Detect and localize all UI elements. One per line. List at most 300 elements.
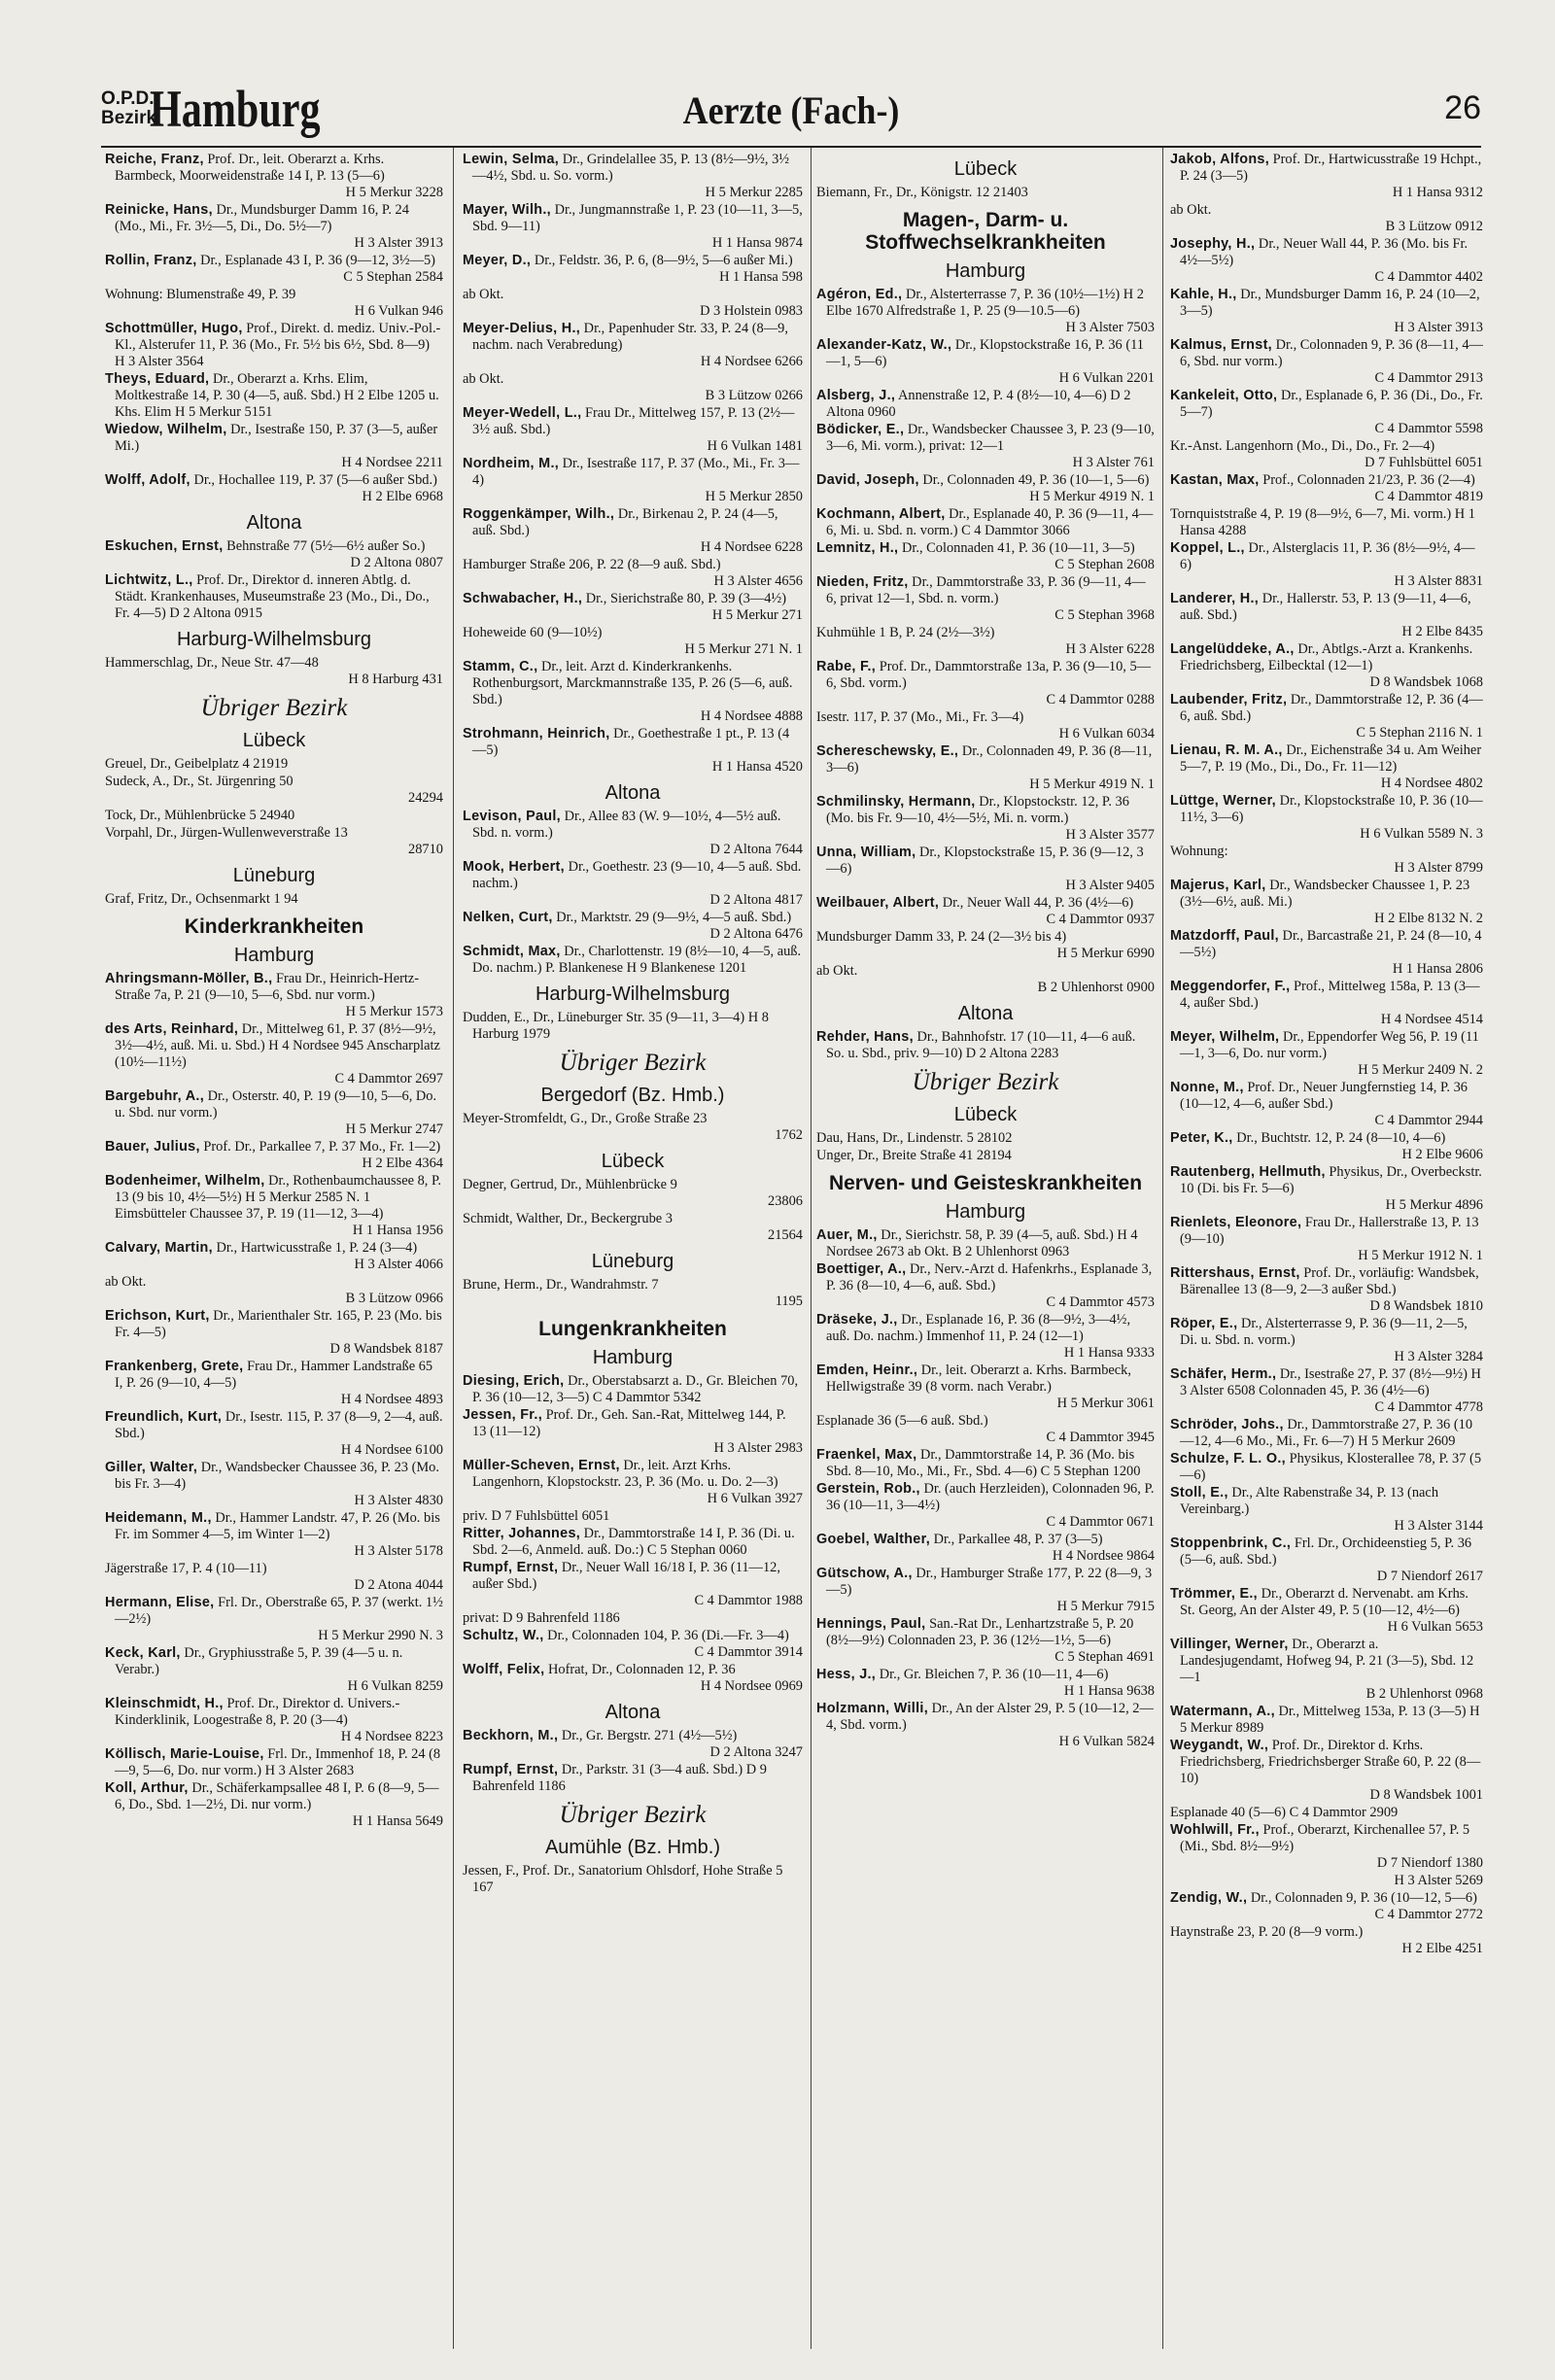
entry-phone: H 3 Alster 9405: [1065, 878, 1155, 893]
page-title: Aerzte (Fach-): [682, 88, 900, 132]
entry-text: [105, 1359, 443, 1392]
entry-name: Gütschow, A.,: [816, 1566, 913, 1581]
entry-text: [816, 794, 1155, 827]
directory-entry: [463, 944, 803, 977]
entry-details: Dr., Alte Rabenstraße 34, P. 13 (nach Vereinbarg.): [1180, 1485, 1439, 1517]
entry-details: Dr., Mittelweg 153a, P. 13 (3—5) H 5 Merkur 8989: [1180, 1704, 1480, 1736]
entry-text: [816, 1148, 1155, 1164]
entry-text: [1170, 202, 1483, 219]
entry-phone: H 1 Hansa 9638: [1063, 1683, 1155, 1699]
entry-phone: H 4 Nordsee 8223: [340, 1729, 443, 1744]
entry-text: [105, 1021, 443, 1071]
entry-text: [816, 963, 1155, 980]
entry-text: [105, 1308, 443, 1341]
directory-entry: [816, 422, 1155, 471]
entry-details: Dr., Colonnaden 49, P. 36 (8—11, 3—6): [826, 743, 1153, 776]
directory-entry: [1170, 1215, 1483, 1264]
entry-text: [463, 506, 803, 539]
entry-text: [105, 371, 443, 421]
entry-name: Bauer, Julius,: [105, 1139, 200, 1155]
entry-text: [816, 1130, 1155, 1147]
entry-phone: D 2 Altona 7644: [709, 842, 803, 857]
entry-details: Prof. Dr., Dammtorstraße 13a, P. 36 (9—10, 5—6, Sbd. vorm.): [826, 659, 1152, 691]
entry-phone: D 8 Wandsbek 1068: [1369, 674, 1483, 690]
entry-text: [105, 1274, 443, 1291]
entry-name: des Arts, Reinhard,: [105, 1021, 239, 1037]
directory-entry: [463, 456, 803, 505]
entry-text: [1170, 844, 1483, 860]
entry-details: Haynstraße 23, P. 20 (8—9 vorm.): [1170, 1924, 1364, 1940]
region-heading: Übriger Bezirk: [559, 1050, 707, 1076]
directory-entry: [105, 1780, 443, 1830]
entry-name: Jakob, Alfons,: [1170, 152, 1270, 167]
entry-phone: B 2 Uhlenhorst 0968: [1365, 1686, 1483, 1702]
entry-details: ab Okt.: [463, 287, 504, 302]
entry-text: [1170, 1366, 1483, 1399]
entry-phone: C 4 Dammtor 2772: [1374, 1907, 1483, 1922]
entry-text: [463, 910, 803, 926]
region-heading: Übriger Bezirk: [912, 1069, 1059, 1095]
entry-details: Hammerschlag, Dr., Neue Str. 47—48: [105, 655, 319, 671]
place-heading: Lübeck: [601, 1151, 665, 1172]
directory-entry: [1170, 1080, 1483, 1129]
entry-details: Prof. Dr., Hartwicusstraße 19 Hchpt., P. 24 (3—5): [1180, 152, 1482, 184]
entry-details: Dr., leit. Arzt Krhs. Langenhorn, Klopstockstr. 23, P. 36 (Mo. u. Do. 2—3): [472, 1458, 778, 1490]
entry-text: [1170, 438, 1483, 455]
entry-text: [105, 756, 443, 773]
entry-name: Meggendorfer, F.,: [1170, 979, 1291, 994]
entry-name: Fraenkel, Max,: [816, 1447, 917, 1463]
entry-text: [105, 774, 443, 790]
entry-text: [105, 253, 443, 269]
entry-details: Prof. Dr., vorläufig: Wandsbek, Bärenallee 13 (8—9, 2—3 außer Sbd.): [1180, 1265, 1479, 1297]
entry-text: [463, 1111, 803, 1127]
entry-phone: H 6 Vulkan 5653: [1387, 1619, 1483, 1635]
entry-details: Dr., Esplanade 6, P. 36 (Di., Do., Fr. 5—7): [1180, 388, 1483, 420]
entry-name: Kochmann, Albert,: [816, 506, 946, 522]
entry-text: [816, 1532, 1155, 1548]
entry-name: Koll, Arthur,: [105, 1780, 189, 1796]
directory-entry: [1170, 202, 1483, 235]
directory-entry: [816, 1227, 1155, 1260]
entry-phone: H 3 Alster 4830: [354, 1493, 443, 1508]
entry-text: [105, 891, 443, 908]
entry-text: [1170, 1586, 1483, 1619]
entry-phone: H 1 Hansa 9333: [1063, 1345, 1155, 1361]
directory-entry: [463, 1010, 803, 1043]
entry-text: [463, 1863, 803, 1896]
entry-text: [1170, 793, 1483, 826]
entry-phone: C 4 Dammtor 0671: [1046, 1514, 1155, 1530]
entry-text: [816, 1413, 1155, 1430]
entry-details: Prof. Dr., Direktor d. Univers.-Kinderklinik, Loogestraße 8, P. 20 (3—4): [115, 1696, 400, 1728]
entry-text: [816, 709, 1155, 726]
entry-text: [816, 929, 1155, 946]
entry-name: Keck, Karl,: [105, 1645, 181, 1661]
entry-details: ab Okt.: [816, 963, 858, 979]
directory-entry: [105, 202, 443, 252]
entry-phone: 23806: [768, 1193, 803, 1209]
entry-details: privat: D 9 Bahrenfeld 1186: [463, 1610, 620, 1626]
entry-name: Mayer, Wilh.,: [463, 202, 551, 218]
entry-phone: C 4 Dammtor 2697: [334, 1071, 443, 1087]
directory-entry: [105, 1173, 443, 1239]
entry-text: [1170, 878, 1483, 911]
entry-phone: C 5 Stephan 2116 N. 1: [1356, 725, 1483, 741]
directory-entry: [105, 1308, 443, 1358]
directory-entry: [1170, 844, 1483, 877]
entry-name: Zendig, W.,: [1170, 1890, 1248, 1906]
directory-entry: [463, 405, 803, 455]
directory-entry: [463, 659, 803, 725]
entry-details: Dr., Hartwicusstraße 1, P. 24 (3—4): [216, 1240, 418, 1256]
entry-text: [816, 472, 1155, 489]
entry-name: Giller, Walter,: [105, 1460, 198, 1475]
entry-phone: H 3 Alster 2983: [713, 1440, 803, 1456]
directory-entry: [105, 756, 443, 773]
directory-entry: [463, 910, 803, 943]
entry-phone: B 3 Lützow 0266: [705, 388, 803, 403]
directory-entry: [816, 1481, 1155, 1531]
entry-details: Frau Dr., Mittelweg 157, P. 13 (2½—3½ auß. Sbd.): [472, 405, 795, 437]
entry-text: [463, 1177, 803, 1193]
entry-details: Sudeck, A., Dr., St. Jürgenring 50: [105, 774, 294, 789]
entry-text: [463, 1526, 803, 1559]
entry-text: [463, 1728, 803, 1744]
directory-entry: [816, 1616, 1155, 1666]
entry-name: Kankeleit, Otto,: [1170, 388, 1278, 403]
entry-details: Frl. Dr., Oberstraße 65, P. 37 (werkt. 1½—2½): [115, 1595, 443, 1627]
entry-details: Dr., Alsterterrasse 9, P. 36 (9—11, 2—5, Di. u. Sbd. n. vorm.): [1180, 1316, 1468, 1348]
directory-entry: [105, 1645, 443, 1695]
entry-text: [816, 845, 1155, 878]
directory-entry: [463, 809, 803, 858]
entry-phone: H 4 Nordsee 4888: [700, 708, 803, 724]
entry-details: Prof., Mittelweg 158a, P. 13 (3—4, außer Sbd.): [1180, 979, 1480, 1011]
directory-entry: [105, 287, 443, 320]
entry-text: [105, 971, 443, 1004]
directory-entry: [1170, 540, 1483, 590]
directory-entry: [463, 1277, 803, 1310]
entry-text: [105, 572, 443, 622]
place-heading: Bergedorf (Bz. Hmb.): [540, 1085, 725, 1106]
entry-name: Meyer-Delius, H.,: [463, 321, 581, 336]
directory-entry: [816, 1362, 1155, 1412]
entry-name: Schäfer, Herm.,: [1170, 1366, 1277, 1382]
place-heading: Lüneburg: [232, 865, 316, 886]
entry-details: Dr., Buchtstr. 12, P. 24 (8—10, 4—6): [1236, 1130, 1446, 1146]
entry-phone: H 3 Alster 8831: [1394, 573, 1483, 589]
entry-phone: H 3 Alster 6228: [1065, 641, 1155, 657]
entry-name: Calvary, Martin,: [105, 1240, 213, 1256]
entry-text: [463, 202, 803, 235]
entry-details: Dr., Gr. Bergstr. 271 (4½—5½): [561, 1728, 738, 1743]
directory-entry: [463, 506, 803, 556]
entry-details: Dr., Klopstockstraße 16, P. 36 (11—1, 5—6): [826, 337, 1144, 369]
place-heading: Lübeck: [953, 158, 1018, 180]
directory-entry: [816, 659, 1155, 708]
directory-entry: [1170, 1316, 1483, 1365]
entry-text: [1170, 1451, 1483, 1484]
directory-entry: [1170, 1924, 1483, 1957]
entry-name: Nelken, Curt,: [463, 910, 553, 925]
entry-text: [1170, 1417, 1483, 1450]
entry-name: Freundlich, Kurt,: [105, 1409, 223, 1425]
directory-entry: [816, 1413, 1155, 1446]
directory-entry: [463, 202, 803, 252]
directory-entry: [463, 1111, 803, 1144]
entry-details: Dr., Mundsburger Damm 16, P. 24 (10—2, 3—5): [1180, 287, 1480, 319]
entry-text: [463, 625, 803, 641]
directory-entry: [463, 1373, 803, 1406]
entry-details: Dr., Bahnhofstr. 17 (10—11, 4—6 auß. So. u. Sbd., priv. 9—10) D 2 Altona 2283: [826, 1029, 1136, 1061]
entry-details: Dr., Nerv.-Arzt d. Hafenkrhs., Esplanade 3, P. 36 (8—10, 4—6, auß. Sbd.): [826, 1261, 1153, 1293]
directory-entry: [463, 1762, 803, 1795]
entry-details: Vorpahl, Dr., Jürgen-Wullenweverstraße 13: [105, 825, 348, 841]
entry-phone: H 1 Hansa 1956: [352, 1223, 443, 1238]
column-1: [105, 152, 443, 2358]
entry-name: Schulze, F. L. O.,: [1170, 1451, 1286, 1466]
entry-name: Schereschewsky, E.,: [816, 743, 959, 759]
entry-name: Ahringsmann-Möller, B.,: [105, 971, 273, 986]
entry-details: Prof., Colonnaden 21/23, P. 36 (2—4): [1262, 472, 1475, 488]
entry-phone: H 5 Merkur 4919 N. 1: [1029, 489, 1155, 504]
entry-phone: H 2 Elbe 4364: [362, 1156, 443, 1171]
entry-name: Schultz, W.,: [463, 1628, 544, 1643]
entry-phone: C 4 Dammtor 2913: [1374, 370, 1483, 386]
entry-phone: C 5 Stephan 4691: [1054, 1649, 1155, 1665]
directory-entry: [105, 321, 443, 370]
entry-name: Heidemann, M.,: [105, 1510, 212, 1526]
column-divider: [811, 148, 812, 2349]
directory-entry: [105, 971, 443, 1020]
entry-text: [105, 1409, 443, 1442]
entry-name: Weilbauer, Albert,: [816, 895, 940, 911]
entry-text: [463, 1458, 803, 1491]
entry-details: Dr., Parkstr. 31 (3—4 auß. Sbd.) D 9 Bahrenfeld 1186: [472, 1762, 767, 1794]
entry-phone: H 6 Vulkan 1481: [707, 438, 803, 454]
directory-entry: [105, 1746, 443, 1779]
directory-entry: [1170, 236, 1483, 286]
entry-details: Dr., Isestr. 115, P. 37 (8—9, 2—4, auß. Sbd.): [115, 1409, 443, 1441]
entry-name: Koppel, L.,: [1170, 540, 1245, 556]
directory-entry: [1170, 506, 1483, 539]
entry-phone: H 4 Nordsee 6228: [700, 539, 803, 555]
entry-phone: C 4 Dammtor 5598: [1374, 421, 1483, 436]
entry-details: Physikus, Dr., Overbeckstr. 10 (Di. bis Fr. 5—6): [1180, 1164, 1482, 1196]
entry-name: Lemnitz, H.,: [816, 540, 899, 556]
entry-text: [463, 1762, 803, 1795]
entry-phone: C 5 Stephan 2608: [1054, 557, 1155, 572]
entry-phone: B 3 Lützow 0966: [345, 1291, 443, 1306]
entry-name: Trömmer, E.,: [1170, 1586, 1258, 1602]
entry-text: [1170, 1805, 1483, 1821]
directory-entry: [463, 1728, 803, 1761]
entry-name: Wiedow, Wilhelm,: [105, 422, 227, 437]
specialty-heading: Nerven- und Geisteskrankheiten: [828, 1172, 1143, 1194]
directory-entry: [105, 808, 443, 824]
directory-entry: [1170, 878, 1483, 927]
entry-details: Dr., Wandsbecker Chaussee 3, P. 23 (9—10, 3—6, Mi. vorm.), privat: 12—1: [826, 422, 1155, 454]
entry-text: [105, 1645, 443, 1678]
entry-phone: D 8 Wandsbek 1001: [1369, 1787, 1483, 1803]
directory-entry: [816, 895, 1155, 928]
entry-name: Meyer, D.,: [463, 253, 532, 268]
entry-details: Prof., Direkt. d. mediz. Univ.-Pol.-Kl., Alsterufer 11, P. 36 (Mo., Fr. 5½ bis 6½, Sbd. 8—9) H 3 Alster 3564: [115, 321, 441, 369]
entry-phone: C 4 Dammtor 3945: [1046, 1430, 1155, 1445]
entry-text: [463, 1610, 803, 1627]
entry-name: Peter, K.,: [1170, 1130, 1233, 1146]
entry-details: Tornquiststraße 4, P. 19 (8—9½, 6—7, Mi. vorm.) H 1 Hansa 4288: [1170, 506, 1475, 538]
directory-entry: [816, 1566, 1155, 1615]
entry-text: [816, 1029, 1155, 1062]
entry-phone: C 4 Dammtor 3914: [694, 1644, 803, 1660]
entry-name: Wolff, Adolf,: [105, 472, 190, 488]
directory-entry: [105, 1359, 443, 1408]
entry-phone: H 2 Elbe 8435: [1401, 624, 1483, 639]
directory-entry: [816, 743, 1155, 793]
directory-entry: [1170, 641, 1483, 691]
entry-name: Reiche, Franz,: [105, 152, 204, 167]
entry-phone: H 3 Alster 7503: [1065, 320, 1155, 335]
place-heading: Lübeck: [953, 1104, 1018, 1125]
entry-details: Annenstraße 12, P. 4 (8½—10, 4—6) D 2 Altona 0960: [826, 388, 1131, 420]
directory-entry: [105, 655, 443, 688]
directory-entry: [463, 1628, 803, 1661]
entry-name: Roggenkämper, Wilh.,: [463, 506, 615, 522]
entry-details: ab Okt.: [463, 371, 504, 387]
directory-entry: [1170, 1130, 1483, 1163]
place-heading: Hamburg: [592, 1347, 674, 1368]
entry-details: Dr., Colonnaden 9, P. 36 (10—12, 5—6): [1250, 1890, 1477, 1906]
place-heading: Altona: [605, 1702, 661, 1723]
entry-text: [105, 152, 443, 185]
entry-phone: H 3 Alster 3913: [1394, 320, 1483, 335]
entry-details: Dr., Eichenstraße 34 u. Am Weiher 5—7, P. 19 (Mo., Di., Do., Fr. 11—12): [1180, 742, 1482, 775]
entry-phone: H 5 Merkur 2409 N. 2: [1358, 1062, 1483, 1078]
entry-details: Dr., Oberarzt a. Krhs. Elim, Moltkestraße 14, P. 30 (4—5, auß. Sbd.) H 2 Elbe 1205 u. Khs. Elim H 5 Merkur 5151: [115, 371, 439, 420]
entry-details: Dr., Colonnaden 49, P. 36 (10—1, 5—6): [922, 472, 1150, 488]
entry-details: Dr., Goethestr. 23 (9—10, 4—5 auß. Sbd. nachm.): [472, 859, 802, 891]
entry-name: Diesing, Erich,: [463, 1373, 565, 1389]
entry-phone: H 5 Merkur 271: [711, 607, 803, 623]
place-heading: Hamburg: [233, 945, 315, 966]
entry-phone: 24294: [408, 790, 443, 806]
entry-text: [816, 287, 1155, 320]
entry-details: Dr., Mittelweg 61, P. 37 (8½—9½, 3½—4½, auß. Mi. u. Sbd.) H 4 Nordsee 945 Anscharplatz (10½—11½): [115, 1021, 440, 1070]
directory-entry: [463, 287, 803, 320]
entry-text: [463, 253, 803, 269]
entry-phone: D 2 Altona 3247: [709, 1744, 803, 1760]
directory-entry: [105, 1139, 443, 1172]
entry-phone: H 3 Alster 3913: [354, 235, 443, 251]
entry-text: [816, 1481, 1155, 1514]
entry-text: [105, 808, 443, 824]
entry-text: [816, 506, 1155, 539]
entry-text: [105, 1696, 443, 1729]
directory-entry: [1170, 692, 1483, 742]
directory-entry: [816, 1148, 1155, 1164]
entry-details: Physikus, Klosterallee 78, P. 37 (5—6): [1180, 1451, 1482, 1483]
entry-name: Theys, Eduard,: [105, 371, 210, 387]
entry-details: Biemann, Fr., Dr., Königstr. 12 21403: [816, 185, 1028, 200]
entry-details: Meyer-Stromfeldt, G., Dr., Große Straße 23: [463, 1111, 708, 1126]
entry-details: Dr., Neuer Wall 16/18 I, P. 36 (11—12, außer Sbd.): [472, 1560, 780, 1592]
entry-name: Agéron, Ed.,: [816, 287, 903, 302]
entry-details: Dr., Esplanade 40, P. 36 (9—11, 4—6, Mi. u. Sbd. n. vorm.) C 4 Dammtor 3066: [826, 506, 1154, 538]
entry-phone: H 6 Vulkan 8259: [347, 1678, 443, 1694]
entry-text: [1170, 506, 1483, 539]
entry-details: Esplanade 40 (5—6) C 4 Dammtor 2909: [1170, 1805, 1399, 1820]
entry-details: Hofrat, Dr., Colonnaden 12, P. 36: [548, 1662, 736, 1677]
entry-text: [463, 1508, 803, 1525]
entry-name: Schwabacher, H.,: [463, 591, 583, 606]
directory-entry: [816, 506, 1155, 539]
entry-text: [1170, 1822, 1483, 1855]
entry-details: Dr. (auch Herzleiden), Colonnaden 96, P. 36 (10—11, 3—4½): [826, 1481, 1155, 1513]
entry-name: Lüttge, Werner,: [1170, 793, 1276, 809]
entry-text: [105, 287, 443, 303]
entry-details: Dr., Gryphiusstraße 5, P. 39 (4—5 u. n. Verabr.): [115, 1645, 403, 1677]
entry-details: Frau Dr., Hallerstraße 13, P. 13 (9—10): [1180, 1215, 1479, 1247]
entry-phone: H 3 Alster 4656: [713, 573, 803, 589]
entry-details: Dau, Hans, Dr., Lindenstr. 5 28102: [816, 1130, 1013, 1146]
entry-name: Beckhorn, M.,: [463, 1728, 559, 1743]
directory-entry: [463, 1526, 803, 1559]
entry-phone: H 1 Hansa 5649: [352, 1813, 443, 1829]
entry-details: Jessen, F., Prof. Dr., Sanatorium Ohlsdorf, Hohe Straße 5 167: [463, 1863, 783, 1895]
entry-name: Bödicker, E.,: [816, 422, 905, 437]
entry-text: [463, 944, 803, 977]
directory-entry: [816, 540, 1155, 573]
entry-details: Prof. Dr., Parkallee 7, P. 37 Mo., Fr. 1—2): [203, 1139, 441, 1155]
directory-entry: [1170, 1637, 1483, 1703]
entry-name: Hennings, Paul,: [816, 1616, 926, 1632]
directory-entry: [816, 337, 1155, 387]
entry-details: Frl. Dr., Orchideenstieg 5, P. 36 (5—6, auß. Sbd.): [1180, 1535, 1472, 1568]
entry-name: Stoll, E.,: [1170, 1485, 1228, 1500]
entry-name: Schröder, Johs.,: [1170, 1417, 1284, 1432]
entry-details: Dr., Isestraße 117, P. 37 (Mo., Mi., Fr. 3—4): [472, 456, 800, 488]
entry-details: Mundsburger Damm 33, P. 24 (2—3½ bis 4): [816, 929, 1067, 945]
directory-entry: [1170, 287, 1483, 336]
entry-text: [816, 422, 1155, 455]
entry-details: Dr., Abtlgs.-Arzt a. Krankenhs. Friedrichsberg, Eilbecktal (12—1): [1180, 641, 1473, 673]
entry-name: Auer, M.,: [816, 1227, 878, 1243]
entry-name: Lichtwitz, L.,: [105, 572, 193, 588]
entry-text: [816, 1701, 1155, 1734]
directory-entry: [463, 321, 803, 370]
directory-entry: [1170, 1164, 1483, 1214]
entry-details: Dr., Alsterglacis 11, P. 36 (8½—9½, 4—6): [1180, 540, 1475, 572]
entry-text: [816, 1227, 1155, 1260]
entry-text: [1170, 591, 1483, 624]
entry-name: Nonne, M.,: [1170, 1080, 1244, 1095]
district-label: [101, 89, 156, 128]
entry-phone: B 3 Lützow 0912: [1385, 219, 1483, 234]
entry-name: Nordheim, M.,: [463, 456, 560, 471]
entry-details: Dr., Papenhuder Str. 33, P. 24 (8—9, nachm. nach Verabredung): [472, 321, 788, 353]
entry-details: Dr., Dammtorstraße 33, P. 36 (9—11, 4—6, privat 12—1, Sbd. n. vorm.): [826, 574, 1146, 606]
entry-name: Emden, Heinr.,: [816, 1362, 918, 1378]
entry-phone: H 6 Vulkan 6034: [1058, 726, 1155, 742]
entry-details: Dr., Wandsbecker Chaussee 1, P. 23 (3½—6½, auß. Mi.): [1180, 878, 1470, 910]
column-2: [463, 152, 803, 2358]
entry-phone: H 5 Merkur 1573: [345, 1004, 443, 1019]
entry-name: Josephy, H.,: [1170, 236, 1256, 252]
column-divider: [453, 148, 454, 2349]
entry-details: Dr., Feldstr. 36, P. 6, (8—9½, 5—6 außer Mi.): [534, 253, 793, 268]
